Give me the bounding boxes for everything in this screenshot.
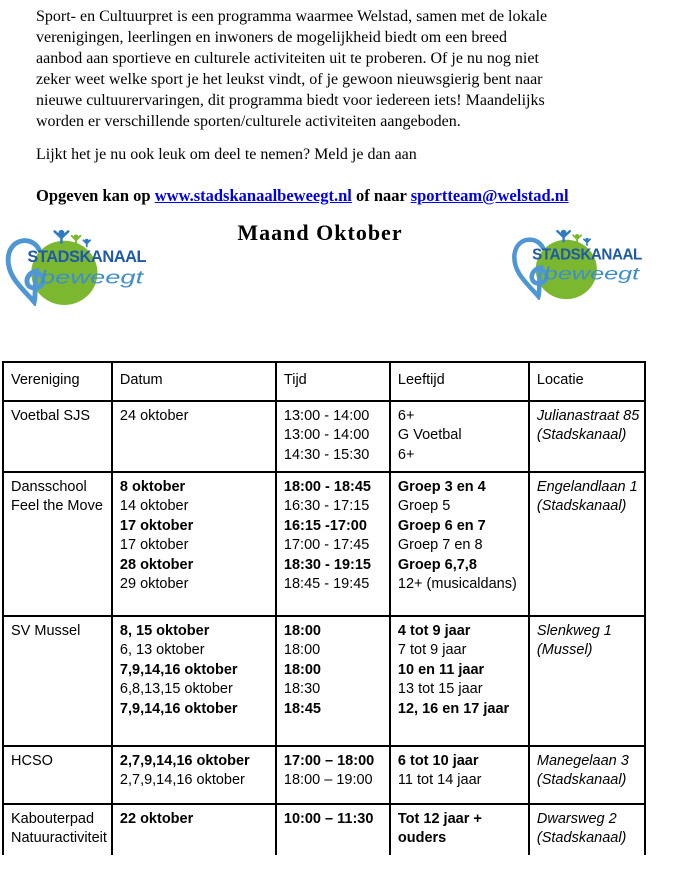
- website-link[interactable]: www.stadskanaalbeweegt.nl: [154, 186, 352, 205]
- activities-table: [2, 361, 646, 855]
- cell-line: 16:15 -17:00: [283, 517, 367, 534]
- cell-line: 4 tot 9 jaar: [397, 623, 471, 639]
- column-header: Vereniging: [3, 362, 112, 401]
- cell-tijd: [276, 401, 390, 472]
- logo-title: STADSKANAAL: [532, 246, 643, 264]
- cell-line: 14:30 - 15:30: [283, 446, 370, 463]
- logo-subtitle: beweegt: [40, 266, 145, 288]
- logo-graphic: [510, 228, 646, 300]
- cell-line: 18:00 - 18:45: [283, 479, 371, 495]
- cell-line: 6,8,13,15 oktober: [119, 681, 233, 698]
- table-row: [3, 616, 645, 746]
- column-header: Tijd: [276, 362, 390, 401]
- signup-line: [36, 186, 569, 206]
- cell-line: Voetbal SJS: [11, 408, 90, 424]
- cell-locatie: [529, 616, 645, 746]
- cell-line: (Stadskanaal): [536, 830, 627, 847]
- cell-line: Feel the Move: [11, 498, 103, 515]
- cell-vereniging: [3, 401, 112, 472]
- signup-middle: of naar: [351, 186, 411, 205]
- cell-line: Manegelaan 3: [536, 753, 629, 769]
- cell-leeftijd: [390, 616, 529, 746]
- cell-line: Groep 6 en 7: [397, 517, 486, 534]
- cell-datum: [112, 401, 276, 472]
- cell-line: (Stadskanaal): [536, 498, 627, 515]
- cell-line: 12, 16 en 17 jaar: [397, 700, 510, 717]
- table-body: [3, 401, 645, 855]
- cell-line: 7 tot 9 jaar: [397, 642, 467, 659]
- cell-line: 28 oktober: [119, 556, 194, 573]
- cell-line: 16:30 - 17:15: [283, 498, 370, 515]
- cell-vereniging: [3, 746, 112, 804]
- cell-line: 18:00: [283, 623, 321, 639]
- cell-line: Natuuractiviteit: [11, 830, 107, 847]
- cell-line: Tot 12 jaar +: [397, 811, 482, 827]
- table-row: [3, 472, 645, 616]
- cell-leeftijd: [390, 804, 529, 855]
- cell-line: Groep 5: [397, 498, 451, 515]
- table-header-row: [3, 362, 645, 401]
- intro-line: aanbod aan sportieve en culturele activiteiten uit te proberen. Of je nu nog niet: [36, 50, 539, 67]
- cell-line: 6+: [397, 408, 415, 424]
- cell-line: (Stadskanaal): [536, 772, 627, 789]
- cell-line: 18:00 – 19:00: [283, 772, 373, 789]
- cell-line: Julianastraat 85: [536, 408, 640, 424]
- column-header: Leeftijd: [390, 362, 529, 401]
- cell-line: 22 oktober: [119, 811, 194, 827]
- intro-line: zeker weet welke sport je het leukst vindt, of je gewoon nieuwsgierig bent naar: [36, 71, 543, 88]
- cell-line: 8, 15 oktober: [119, 623, 210, 639]
- cell-line: Groep 3 en 4: [397, 479, 486, 495]
- cell-leeftijd: [390, 472, 529, 616]
- cell-tijd: [276, 746, 390, 804]
- cell-line: 17:00 – 18:00: [283, 753, 375, 769]
- cell-line: 6, 13 oktober: [119, 642, 205, 659]
- logo-subtitle: beweegt: [543, 264, 642, 284]
- cell-line: ouders: [397, 830, 447, 847]
- column-header: Locatie: [529, 362, 645, 401]
- cell-tijd: [276, 616, 390, 746]
- cell-line: 18:45 - 19:45: [283, 576, 370, 593]
- join-line: Lijkt het je nu ook leuk om deel te nemen? Meld je dan aan: [36, 146, 417, 163]
- cell-line: 13:00 - 14:00: [283, 408, 370, 424]
- cell-vereniging: [3, 804, 112, 855]
- cell-line: 2,7,9,14,16 oktober: [119, 772, 245, 789]
- cell-line: Dwarsweg 2: [536, 811, 617, 827]
- cell-line: 17:00 - 17:45: [283, 537, 370, 554]
- cell-line: SV Mussel: [11, 623, 81, 639]
- cell-line: Slenkweg 1: [536, 623, 612, 639]
- stadskanaal-beweegt-logo-left: [4, 228, 150, 311]
- cell-vereniging: [3, 616, 112, 746]
- cell-line: Dansschool: [11, 479, 87, 495]
- cell-line: 18:30: [283, 681, 321, 698]
- cell-leeftijd: [390, 401, 529, 472]
- cell-line: Groep 7 en 8: [397, 537, 483, 554]
- logo-title: STADSKANAAL: [27, 247, 147, 267]
- column-header: Datum: [112, 362, 276, 401]
- cell-line: 2,7,9,14,16 oktober: [119, 753, 250, 769]
- cell-line: 8 oktober: [119, 479, 186, 495]
- month-title: Maand Oktober: [237, 220, 403, 245]
- cell-locatie: [529, 401, 645, 472]
- cell-line: G Voetbal: [397, 427, 462, 444]
- cell-datum: [112, 804, 276, 855]
- signup-prefix: Opgeven kan op: [36, 186, 155, 205]
- cell-line: Engelandlaan 1: [536, 479, 638, 495]
- table-row: [3, 804, 645, 855]
- cell-tijd: [276, 472, 390, 616]
- intro-line: verenigingen, leerlingen en inwoners de mogelijkheid biedt om een breed: [36, 29, 507, 46]
- cell-line: 24 oktober: [119, 408, 189, 424]
- cell-line: 10 en 11 jaar: [397, 661, 485, 678]
- cell-line: 29 oktober: [119, 576, 189, 593]
- logo-graphic: [4, 228, 150, 306]
- email-link[interactable]: sportteam@welstad.nl: [410, 186, 569, 205]
- cell-datum: [112, 746, 276, 804]
- cell-line: 7,9,14,16 oktober: [119, 700, 238, 717]
- cell-line: 18:30 - 19:15: [283, 556, 371, 573]
- table-row: [3, 401, 645, 472]
- cell-line: 17 oktober: [119, 517, 194, 534]
- cell-leeftijd: [390, 746, 529, 804]
- intro-paragraph: [36, 6, 547, 132]
- cell-line: 17 oktober: [119, 537, 189, 554]
- intro-line: Sport- en Cultuurpret is een programma waarmee Welstad, samen met de lokale: [36, 8, 548, 25]
- cell-line: 10:00 – 11:30: [283, 811, 374, 827]
- cell-line: (Mussel): [536, 642, 593, 659]
- cell-line: 6+: [397, 446, 415, 463]
- cell-datum: [112, 616, 276, 746]
- stadskanaal-beweegt-logo-right: [510, 228, 646, 305]
- cell-line: Groep 6,7,8: [397, 556, 477, 573]
- cell-line: Kabouterpad: [11, 811, 95, 827]
- cell-vereniging: [3, 472, 112, 616]
- intro-line: worden er verschillende sporten/culturele activiteiten aangeboden.: [36, 113, 461, 130]
- intro-line: nieuwe cultuurervaringen, dit programma biedt voor iedereen iets! Maandelijks: [36, 92, 545, 109]
- cell-line: 6 tot 10 jaar: [397, 753, 479, 769]
- cell-locatie: [529, 746, 645, 804]
- cell-line: 14 oktober: [119, 498, 189, 515]
- cell-line: 18:00: [283, 661, 321, 678]
- cell-line: 13:00 - 14:00: [283, 427, 370, 444]
- cell-locatie: [529, 804, 645, 855]
- cell-line: 18:45: [283, 700, 321, 717]
- cell-line: 11 tot 14 jaar: [397, 772, 482, 789]
- cell-line: 7,9,14,16 oktober: [119, 661, 238, 678]
- cell-datum: [112, 472, 276, 616]
- cell-locatie: [529, 472, 645, 616]
- cell-line: HCSO: [11, 753, 53, 769]
- cell-tijd: [276, 804, 390, 855]
- cell-line: (Stadskanaal): [536, 427, 627, 444]
- cell-line: 13 tot 15 jaar: [397, 681, 483, 698]
- cell-line: 18:00: [283, 642, 321, 659]
- table-row: [3, 746, 645, 804]
- cell-line: 12+ (musicaldans): [397, 576, 517, 593]
